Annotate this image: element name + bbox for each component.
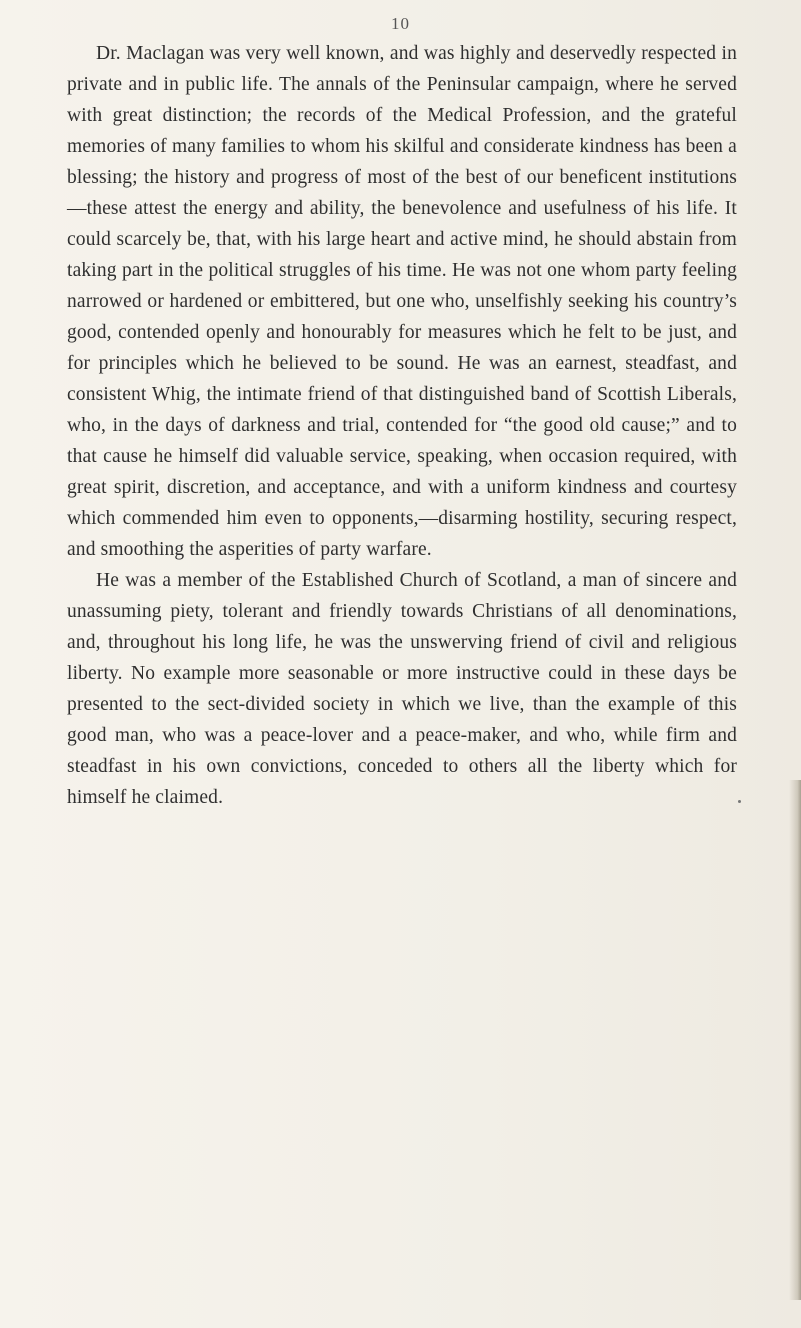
paragraph-religion: He was a member of the Established Church of Scotland, a man of sincere and unassuming piety, tolerant and friendly towards Christians of all denominations, and, throughout his long life, he was the unswerving friend of civil and religious liberty. No example more seasonable or more instructive could in these days be presented to the sect-divided society in which we live, than the example of this good man, who was a peace-lover and a peace-maker, and who, while firm and steadfast in his own convictions, conceded to others all the liberty which for himself he claimed.	[67, 570, 737, 808]
page-edge-shadow	[789, 780, 801, 1300]
paper-speck	[738, 800, 741, 803]
page-number: 10	[391, 14, 410, 33]
body-text	[67, 38, 737, 813]
paragraph-biography: Dr. Maclagan was very well known, and was highly and deservedly respected in private and in public life. The annals of the Peninsular campaign, where he served with great distinction; the records of the Medical Profession, and the grateful memories of many families to whom his skilful and considerate kindness has been a blessing; the history and progress of most of the best of our beneficent institutions—these attest the energy and ability, the benevolence and usefulness of his life. It could scarcely be, that, with his large heart and active mind, he should abstain from taking part in the political struggles of his time. He was not one whom party feeling narrowed or hardened or embittered, but one who, unselfishly seeking his country’s good, contended openly and honourably for measures which he felt to be just, and for principles which he believed to be sound. He was an earnest, steadfast, and consistent Whig, the intimate friend of that distinguished band of Scottish Liberals, who, in the days of darkness and trial, contended for “the good old cause;” and to that cause he himself did valuable service, speaking, when occasion required, with great spirit, discretion, and acceptance, and with a uniform kindness and courtesy which commended him even to opponents,—disarming hostility, securing respect, and smoothing the asperities of party warfare.	[67, 43, 737, 560]
